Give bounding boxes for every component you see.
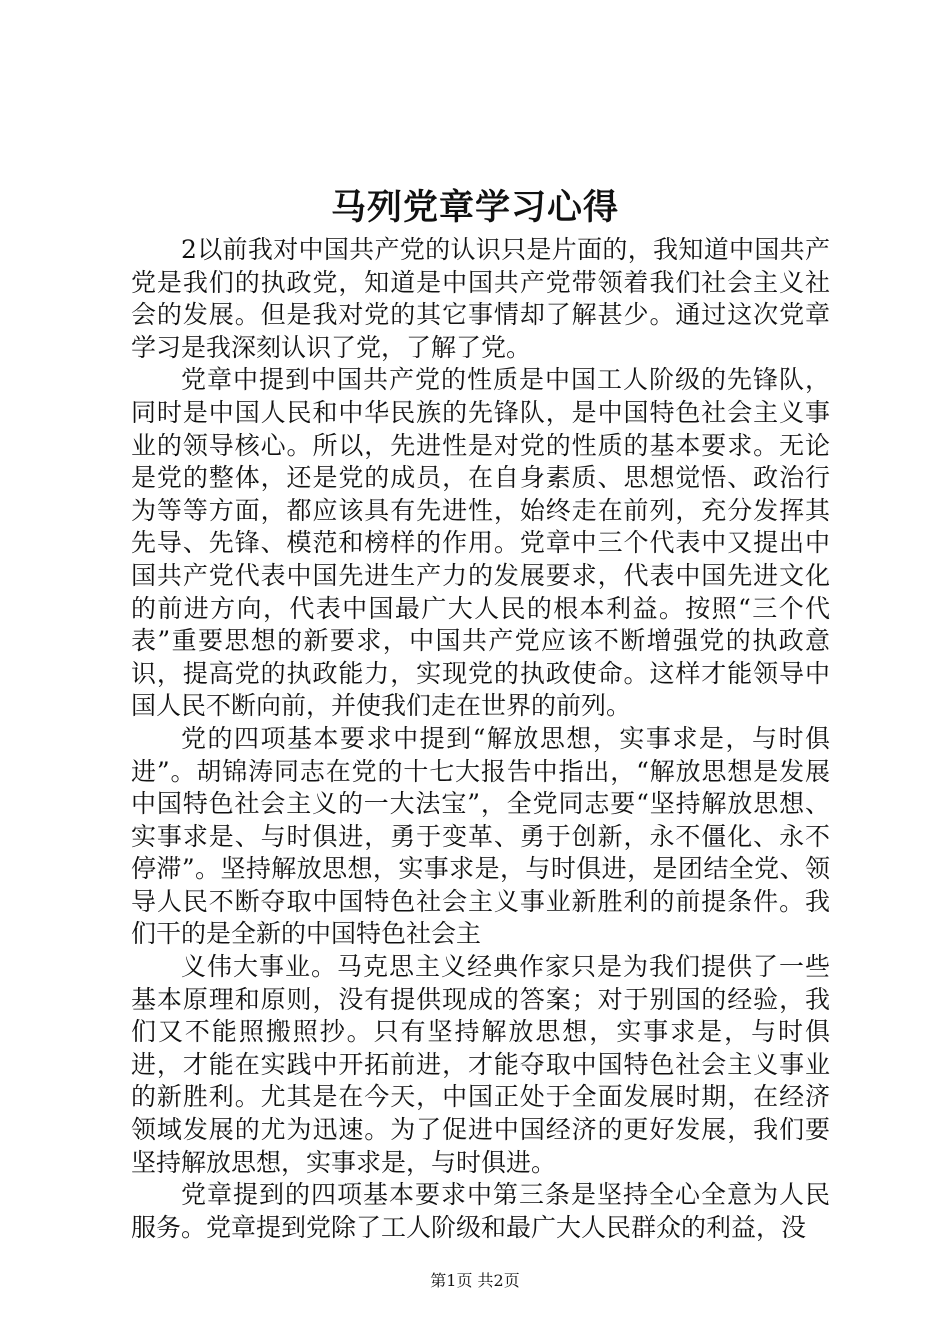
paragraph-5: 党章提到的四项基本要求中第三条是坚持全心全意为人民服务。党章提到党除了工人阶级和最广大人民群众的利益，没 (131, 1180, 830, 1242)
document-body (131, 234, 830, 1244)
page-number-footer: 第1页 共2页 (430, 1271, 520, 1290)
paragraph-1: 2以前我对中国共产党的认识只是片面的，我知道中国共产党是我们的执政党，知道是中国共产党带领着我们社会主义社会的发展。但是我对党的其它事情却了解甚少。通过这次党章学习是我深刻认识了党，了解了党。 (131, 235, 830, 362)
paragraph-2: 党章中提到中国共产党的性质是中国工人阶级的先锋队，同时是中国人民和中华民族的先锋队，是中国特色社会主义事业的领导核心。所以，先进性是对党的性质的基本要求。无论是党的整体，还是党的成员，在自身素质、思想觉悟、政治行为等等方面，都应该具有先进性，始终走在前列，充分发挥其先导、先锋、模范和榜样的作用。党章中三个代表中又提出中国共产党代表中国先进生产力的发展要求，代表中国先进文化的前进方向，代表中国最广大人民的根本利益。按照“三个代表”重要思想的新要求，中国共产党应该不断增强党的执政意识，提高党的执政能力，实现党的执政使命。这样才能领导中国人民不断向前，并使我们走在世界的前列。 (131, 365, 830, 721)
document-title: 马列党章学习心得 (330, 187, 619, 228)
paragraph-4: 义伟大事业。马克思主义经典作家只是为我们提供了一些基本原理和原则，没有提供现成的答案；对于别国的经验，我们又不能照搬照抄。只有坚持解放思想，实事求是，与时俱进，才能在实践中开拓前进，才能夺取中国特色社会主义事业的新胜利。尤其是在今天，中国正处于全面发展时期，在经济领域发展的尤为迅速。为了促进中国经济的更好发展，我们要坚持解放思想，实事求是，与时俱进。 (131, 952, 830, 1177)
paragraph-3: 党的四项基本要求中提到“解放思想，实事求是，与时俱进”。胡锦涛同志在党的十七大报告中指出，“解放思想是发展中国特色社会主义的一大法宝”，全党同志要“坚持解放思想、实事求是、与时俱进，勇于变革、勇于创新，永不僵化、永不停滞”。坚持解放思想，实事求是，与时俱进，是团结全党、领导人民不断夺取中国特色社会主义事业新胜利的前提条件。我们干的是全新的中国特色社会主 (131, 723, 830, 949)
